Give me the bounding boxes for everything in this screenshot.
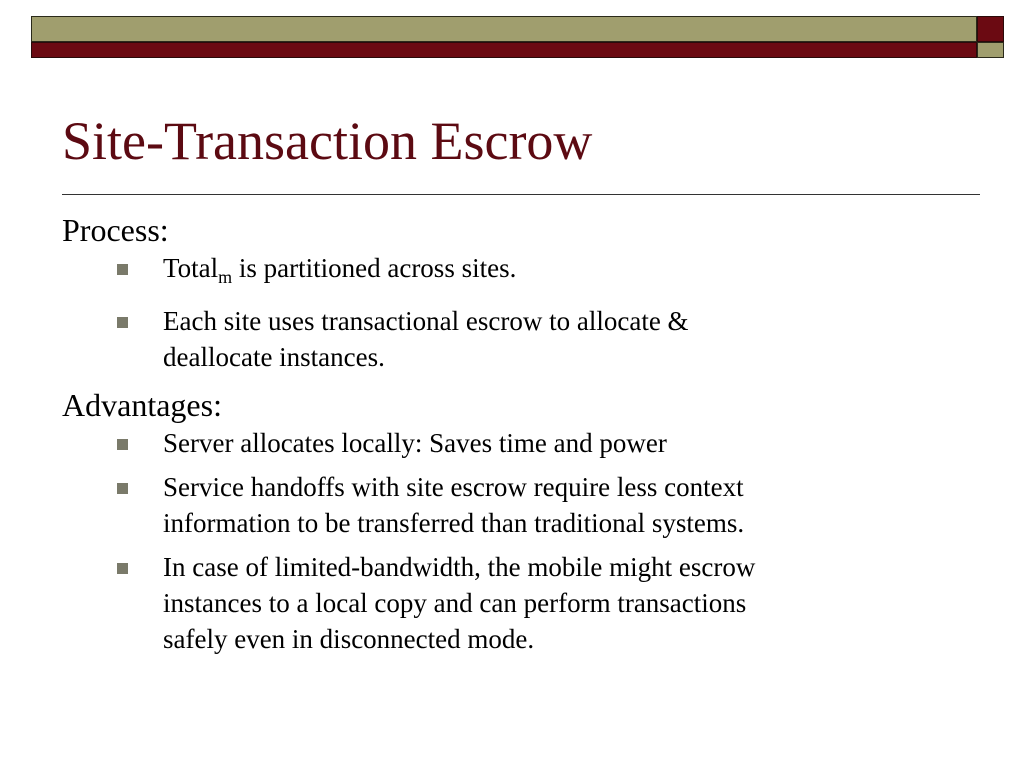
bullet-text xyxy=(163,253,517,287)
bullet-line: information to be transferred than traditional systems. xyxy=(163,508,745,538)
spacer xyxy=(62,461,962,469)
bullet-line: Each site uses transactional escrow to allocate & xyxy=(163,306,689,336)
header-band-maroon xyxy=(31,42,977,58)
bullet-line: In case of limited-bandwidth, the mobile might escrow xyxy=(163,552,756,582)
section-heading-process: Process: xyxy=(62,212,169,248)
bullet-line: deallocate instances. xyxy=(163,342,385,372)
slide-title: Site-Transaction Escrow xyxy=(62,111,593,171)
spacer xyxy=(62,295,962,303)
bullet-line: instances to a local copy and can perform transactions xyxy=(163,588,747,618)
bullet-line: Server allocates locally: Saves time and power xyxy=(163,428,667,458)
bullet-item xyxy=(62,425,962,461)
bullet-subscript: m xyxy=(218,267,233,287)
header-corner-square-olive xyxy=(977,42,1004,58)
section-heading-advantages: Advantages: xyxy=(62,387,222,423)
header-corner-square-maroon xyxy=(977,16,1004,42)
header-band-olive xyxy=(31,16,977,42)
spacer xyxy=(62,541,962,549)
bullet-text-part: Total xyxy=(163,253,219,283)
square-bullet-icon xyxy=(117,264,128,275)
square-bullet-icon xyxy=(117,483,128,494)
square-bullet-icon xyxy=(117,317,128,328)
advantages-bullet-list xyxy=(62,425,962,657)
process-bullet-list xyxy=(62,250,962,375)
square-bullet-icon xyxy=(117,439,128,450)
spacer xyxy=(62,375,962,385)
bullet-item xyxy=(62,549,962,657)
bullet-line: Service handoffs with site escrow require less context xyxy=(163,472,744,502)
slide-body xyxy=(62,210,962,657)
bullet-line: safely even in disconnected mode. xyxy=(163,624,535,654)
bullet-item xyxy=(62,250,962,295)
bullet-text-part: is partitioned across sites. xyxy=(232,253,517,283)
bullet-item xyxy=(62,303,962,375)
square-bullet-icon xyxy=(117,563,128,574)
title-divider xyxy=(62,194,980,195)
bullet-item xyxy=(62,469,962,541)
